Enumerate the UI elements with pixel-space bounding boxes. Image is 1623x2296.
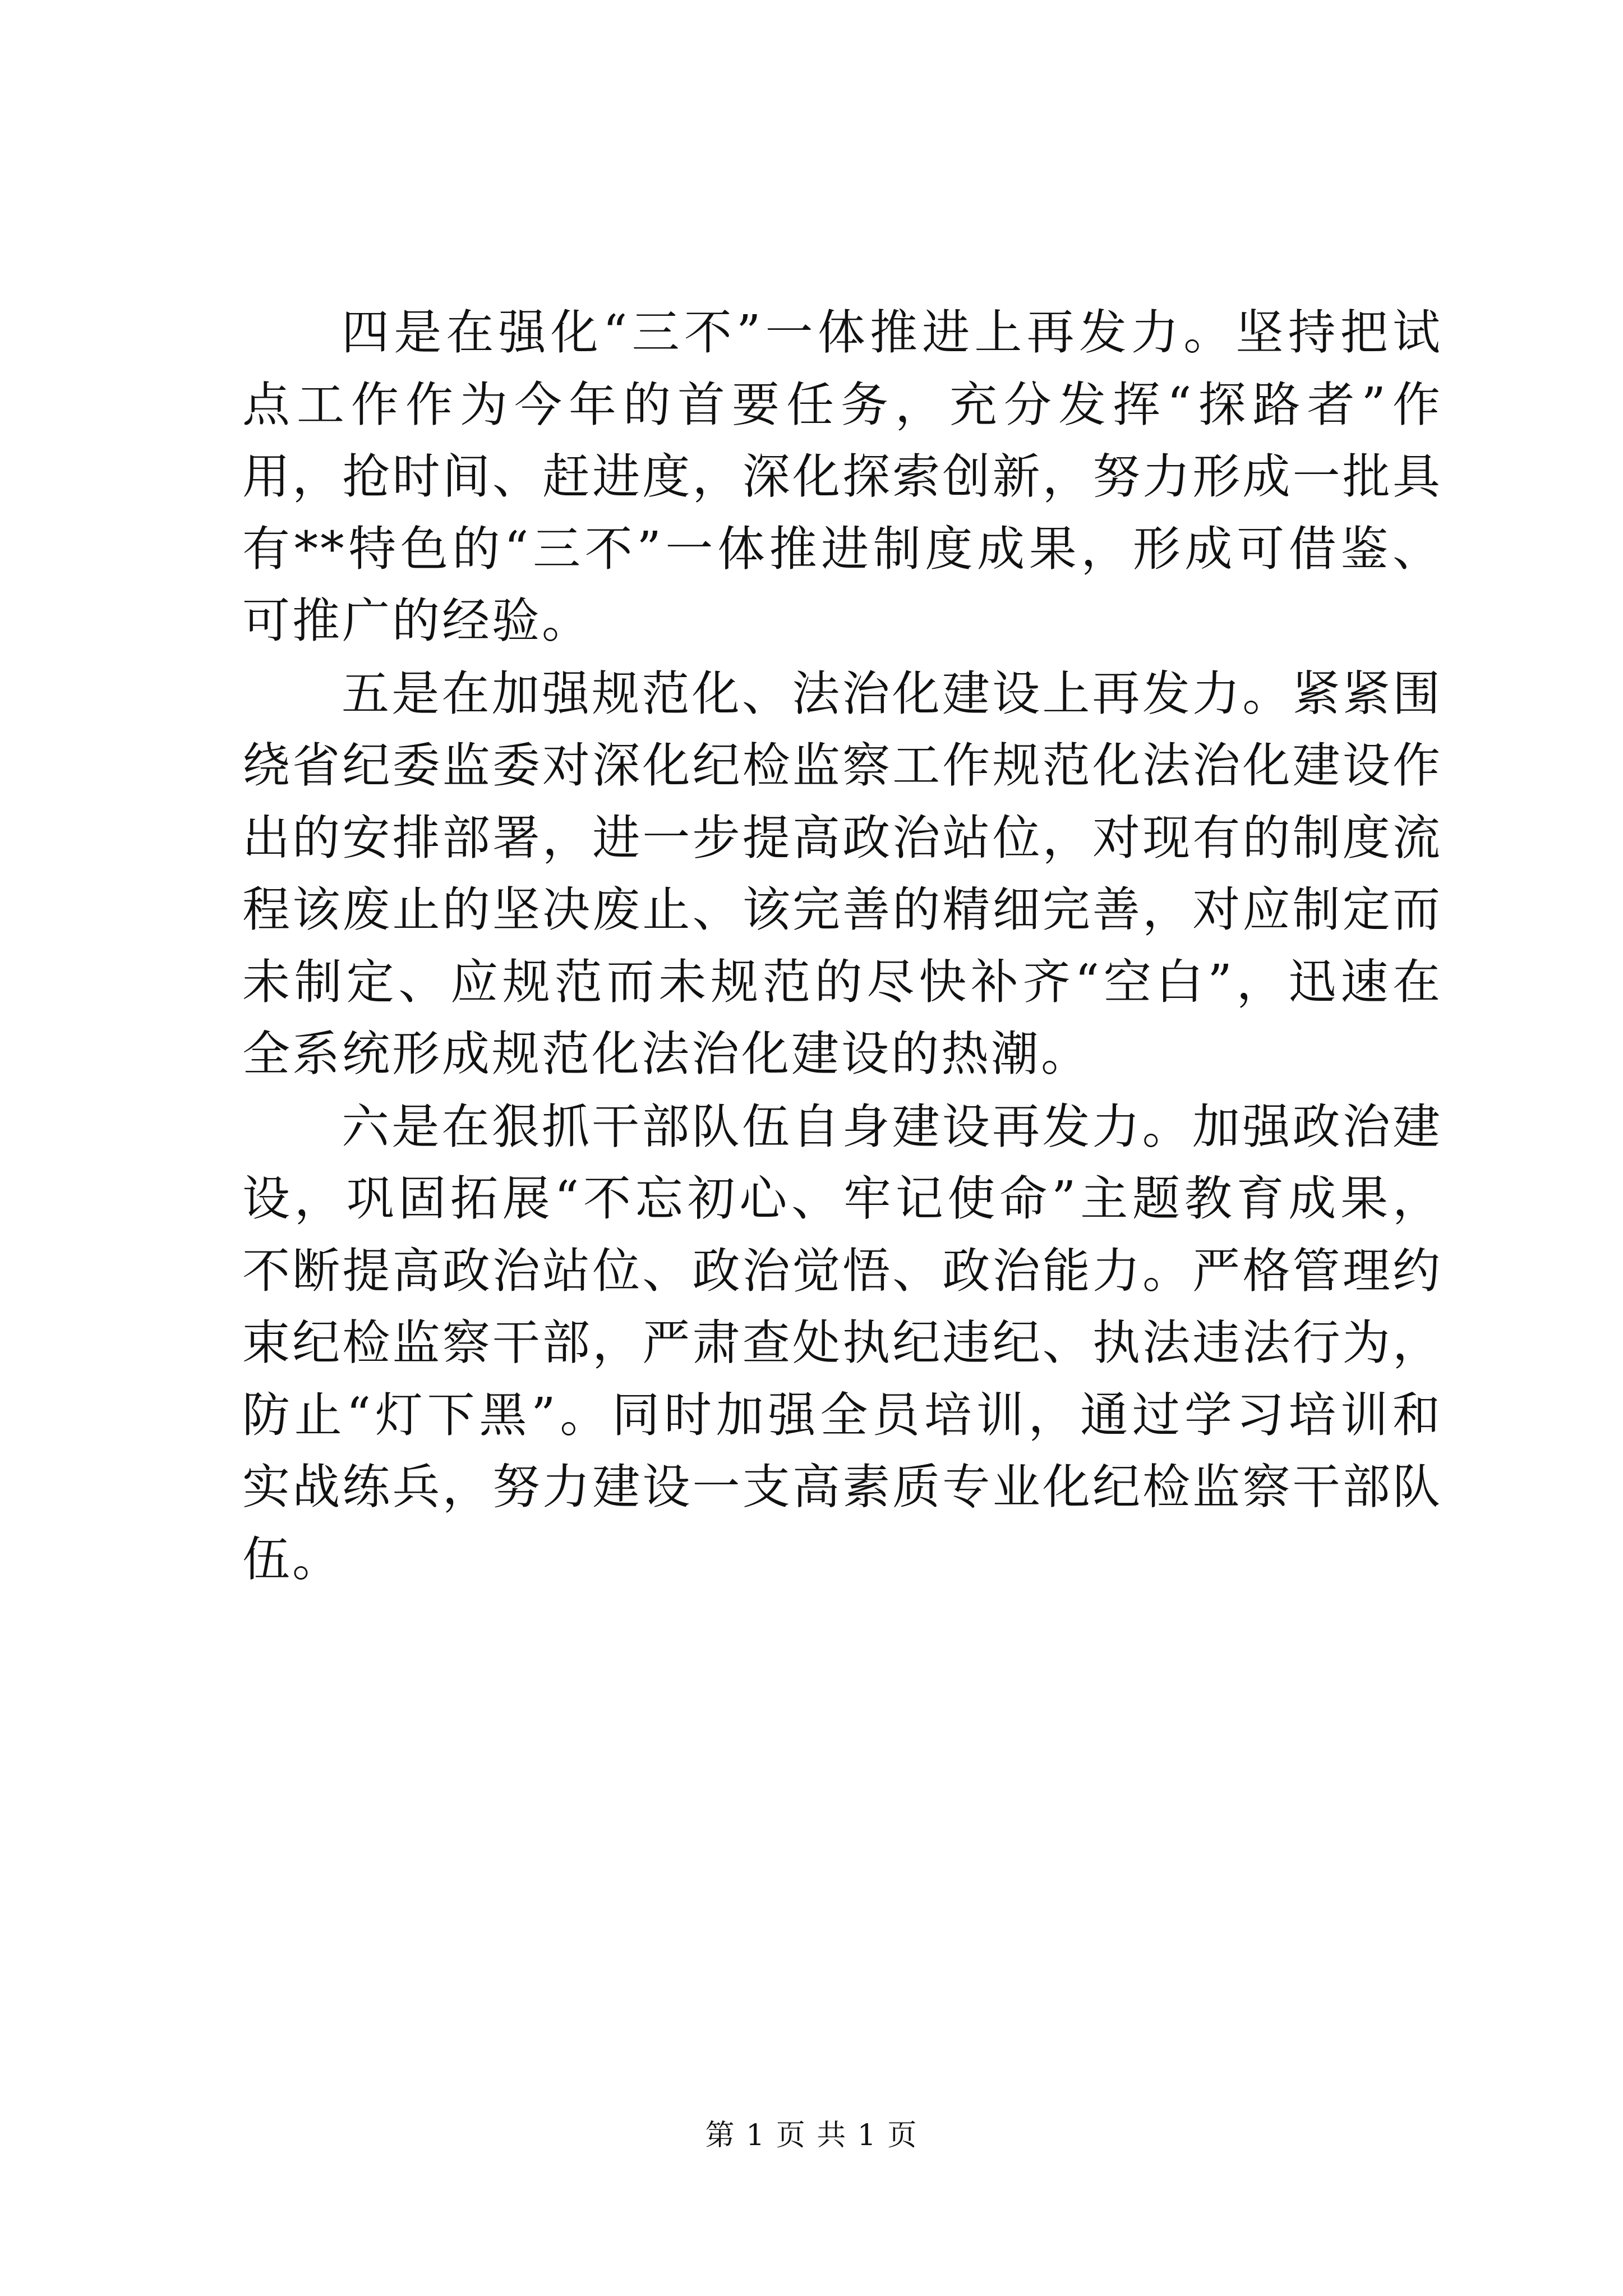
page-footer: 第 1 页 共 1 页 [705, 2119, 918, 2152]
paragraph-4: 四是在强化“三不”一体推进上再发力。坚持把试点工作作为今年的首要任务，充分发挥“探路者”作用，抢时间、赶进度，深化探索创新，努力形成一批具有**特色的“三不”一体推进制度成果，形成可借鉴、可推广的经验。 [242, 305, 1442, 649]
paragraph-5: 五是在加强规范化、法治化建设上再发力。紧紧围绕省纪委监委对深化纪检监察工作规范化法治化建设作出的安排部署，进一步提高政治站位，对现有的制度流程该废止的坚决废止、该完善的精细完善，对应制定而未制定、应规范而未规范的尽快补齐“空白”，迅速在全系统形成规范化法治化建设的热潮。 [242, 666, 1442, 1082]
paragraph-6: 六是在狠抓干部队伍自身建设再发力。加强政治建设，巩固拓展“不忘初心、牢记使命”主题教育成果，不断提高政治站位、政治觉悟、政治能力。严格管理约束纪检监察干部，严肃查处执纪违纪、执法违法行为，防止“灯下黑”。同时加强全员培训，通过学习培训和实战练兵，努力建设一支高素质专业化纪检监察干部队伍。 [242, 1099, 1442, 1588]
document-body [242, 297, 1442, 1596]
